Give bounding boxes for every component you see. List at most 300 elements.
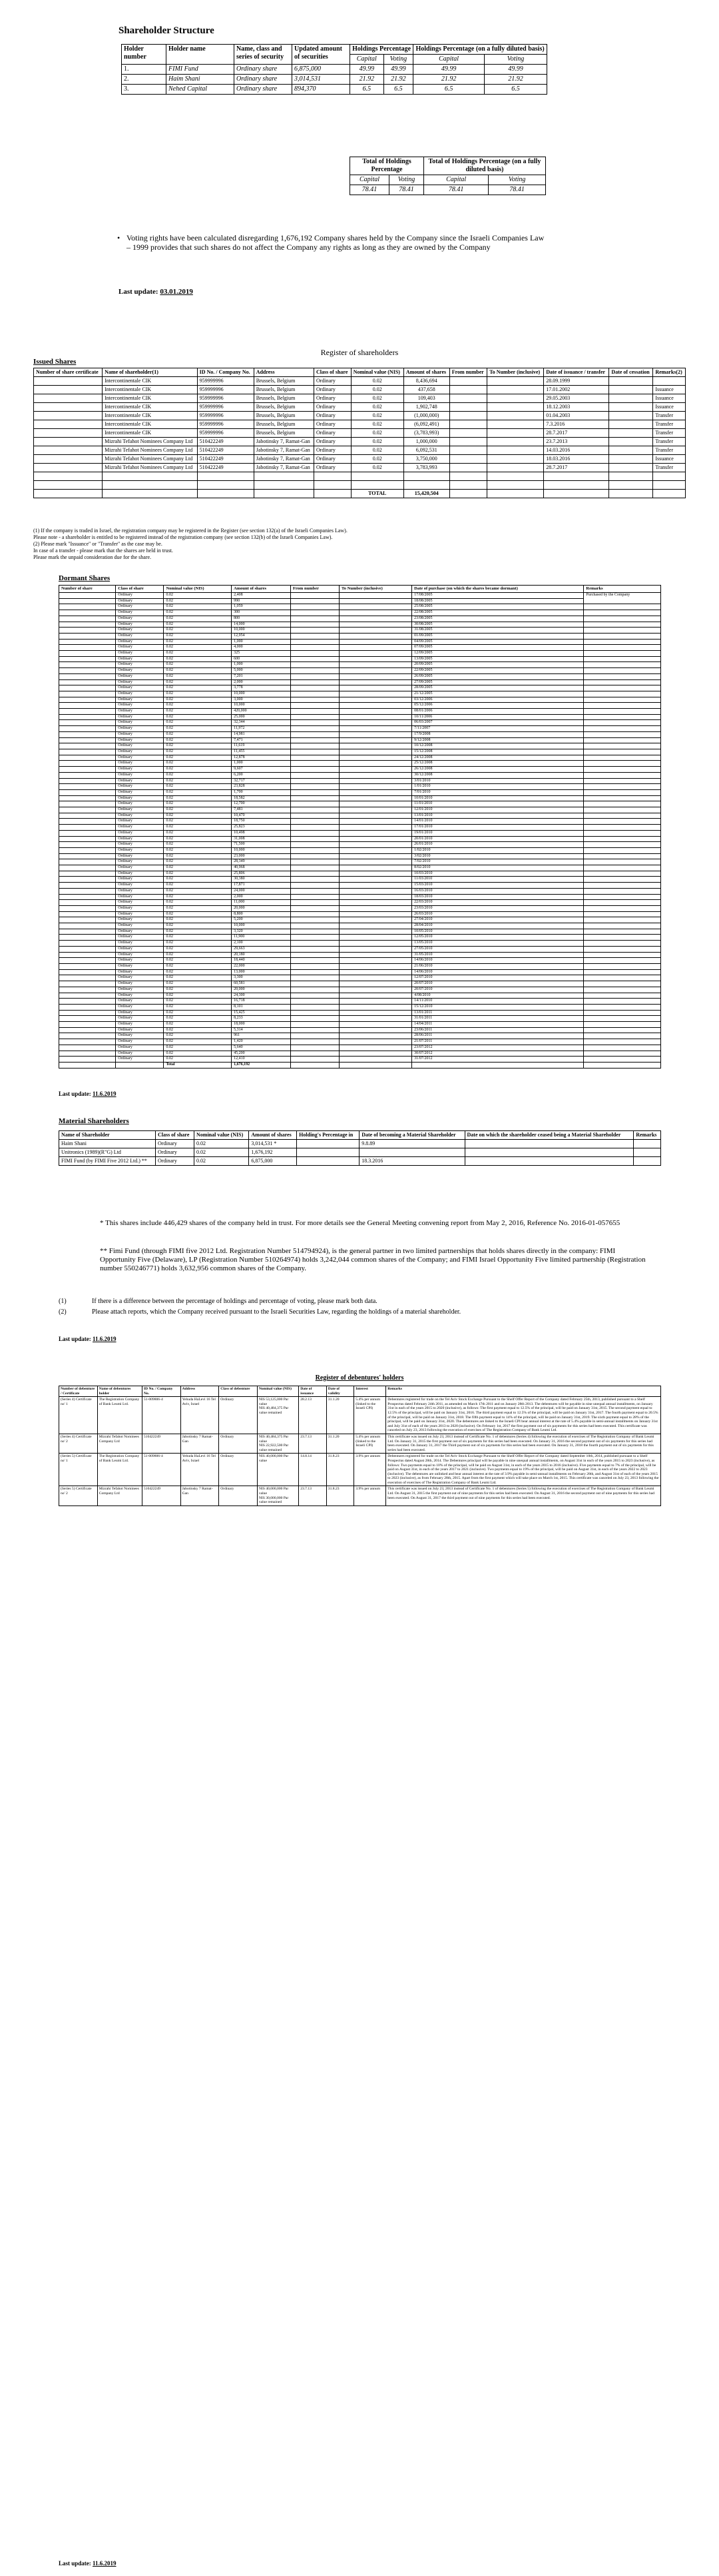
dormant-header: Nominal value (NIS) bbox=[164, 586, 232, 593]
purchase-date: 7/11/2007 bbox=[412, 726, 584, 732]
dormant-row bbox=[59, 975, 661, 981]
share-amount: 7,201 bbox=[232, 673, 291, 679]
share-amount: 20,000 bbox=[232, 987, 291, 993]
purchase-date: 20/09/2005 bbox=[412, 662, 584, 668]
share-number bbox=[59, 807, 116, 813]
remarks bbox=[584, 720, 661, 726]
material-header: Holding's Percentage in bbox=[297, 1131, 360, 1140]
footnote-mark: (1) bbox=[59, 1298, 67, 1305]
from-number bbox=[290, 865, 339, 871]
id-number: 510422249 bbox=[197, 464, 254, 472]
remarks bbox=[584, 836, 661, 842]
from-number bbox=[290, 871, 339, 877]
to-number bbox=[340, 691, 412, 697]
cessation-date bbox=[609, 455, 653, 464]
register-row bbox=[34, 412, 686, 420]
remarks bbox=[584, 923, 661, 929]
share-class: Ordinary bbox=[116, 929, 164, 935]
remarks bbox=[584, 726, 661, 732]
debenture-header: ID No. / Company No. bbox=[142, 1386, 180, 1397]
dormant-row bbox=[59, 645, 661, 651]
empty-cell bbox=[544, 481, 609, 490]
nominal-value: 0.02 bbox=[164, 1004, 232, 1010]
remarks: Transfer bbox=[653, 446, 686, 455]
dormant-row bbox=[59, 981, 661, 987]
purchase-date: 3/01/2010 bbox=[412, 778, 584, 784]
share-class: Ordinary bbox=[116, 807, 164, 813]
share-class: Ordinary bbox=[116, 801, 164, 807]
remarks bbox=[634, 1157, 661, 1166]
share-number bbox=[59, 662, 116, 668]
dormant-row bbox=[59, 622, 661, 628]
share-amount: 23,000 bbox=[232, 853, 291, 859]
share-class: Ordinary bbox=[116, 911, 164, 917]
address: Jabotinsky 7 Ramat-Gan bbox=[180, 1486, 219, 1505]
remarks bbox=[584, 935, 661, 941]
purchase-date: 10/03/2010 bbox=[412, 871, 584, 877]
empty-cell bbox=[314, 472, 351, 481]
nominal-value: 0.02 bbox=[164, 836, 232, 842]
remarks bbox=[584, 842, 661, 848]
purchase-date: 31/07/2012 bbox=[412, 1057, 584, 1063]
nominal-value: 0.02 bbox=[164, 859, 232, 865]
empty-cell bbox=[584, 1062, 661, 1068]
remarks bbox=[584, 929, 661, 935]
remarks: Transfer bbox=[653, 438, 686, 446]
total-diluted-capital: 78.41 bbox=[423, 185, 488, 195]
material-header: Remarks bbox=[634, 1131, 661, 1140]
share-amount: 5,000 bbox=[232, 668, 291, 674]
empty-cell bbox=[487, 490, 544, 498]
holder-number: 1. bbox=[122, 65, 166, 75]
dormant-row bbox=[59, 917, 661, 923]
purchase-date: 8/02/2010 bbox=[412, 865, 584, 871]
footnote-text: If there is a difference between the percentage of holdings and percentage of voting, please mark both data. bbox=[92, 1298, 377, 1305]
total-label: TOTAL bbox=[351, 490, 403, 498]
from-number bbox=[290, 859, 339, 865]
share-number bbox=[59, 622, 116, 628]
from-number bbox=[290, 1051, 339, 1057]
certificate-number bbox=[34, 464, 103, 472]
register-note: (2) Please mark "Issuance" or "Transfer" as the case may be. bbox=[33, 541, 162, 547]
from-number bbox=[290, 999, 339, 1005]
share-class: Ordinary bbox=[314, 420, 351, 429]
remarks bbox=[584, 691, 661, 697]
dormant-row bbox=[59, 836, 661, 842]
remarks bbox=[584, 865, 661, 871]
empty-cell bbox=[34, 472, 103, 481]
register-note: Please mark the unpaid consideration due for the share. bbox=[33, 554, 152, 560]
to-number bbox=[340, 749, 412, 755]
to-number bbox=[340, 639, 412, 645]
validity-date: 31.1.20 bbox=[326, 1434, 354, 1453]
to-number bbox=[340, 1004, 412, 1010]
share-class: Ordinary bbox=[116, 1010, 164, 1016]
share-class: Ordinary bbox=[116, 877, 164, 883]
interest: 5.4% per annum (linked to the Israeli CPI) bbox=[354, 1434, 386, 1453]
nominal-value: 0.02 bbox=[164, 999, 232, 1005]
register-row bbox=[34, 446, 686, 455]
purchase-date: 26/09/2005 bbox=[412, 673, 584, 679]
from-number bbox=[290, 772, 339, 778]
share-amount: 1,000 bbox=[232, 639, 291, 645]
structure-title: Shareholder Structure bbox=[119, 25, 214, 36]
shareholder-name: Intercontinentale CIK bbox=[103, 420, 198, 429]
debenture-class: Ordinary bbox=[219, 1454, 258, 1486]
address: Brussels, Belgium bbox=[254, 412, 314, 420]
address: Yehuda HaLevi 16 Tel Aviv, Israel bbox=[180, 1397, 219, 1434]
to-number bbox=[340, 772, 412, 778]
material-row bbox=[59, 1140, 661, 1148]
to-number bbox=[340, 883, 412, 889]
dormant-row bbox=[59, 929, 661, 935]
certificate-number bbox=[34, 412, 103, 420]
to-number bbox=[340, 877, 412, 883]
to-number bbox=[340, 825, 412, 831]
last-update-label: Last update: bbox=[59, 1090, 91, 1097]
to-number bbox=[487, 438, 544, 446]
share-class: Ordinary bbox=[116, 720, 164, 726]
share-class: Ordinary bbox=[116, 610, 164, 616]
share-class: Ordinary bbox=[116, 847, 164, 853]
share-class: Ordinary bbox=[314, 455, 351, 464]
share-amount: 11,455 bbox=[232, 749, 291, 755]
dormant-row bbox=[59, 1016, 661, 1022]
share-amount: 9,607 bbox=[232, 767, 291, 773]
from-number bbox=[290, 651, 339, 657]
from-number bbox=[290, 1016, 339, 1022]
share-class: Ordinary bbox=[116, 633, 164, 639]
debenture-header: Date of validity bbox=[326, 1386, 354, 1397]
to-number bbox=[340, 888, 412, 894]
material-row bbox=[59, 1157, 661, 1166]
material-star-note-2 bbox=[100, 1247, 652, 1273]
debenture-header: Interest bbox=[354, 1386, 386, 1397]
share-amount: 109,403 bbox=[403, 394, 449, 403]
share-number bbox=[59, 639, 116, 645]
to-number bbox=[340, 999, 412, 1005]
share-number bbox=[59, 679, 116, 685]
share-class: Ordinary bbox=[116, 819, 164, 825]
share-amount: 3,783,993 bbox=[403, 464, 449, 472]
remarks bbox=[584, 888, 661, 894]
share-number bbox=[59, 923, 116, 929]
share-number bbox=[59, 847, 116, 853]
cessation-date bbox=[609, 429, 653, 438]
id-number: 959999996 bbox=[197, 420, 254, 429]
to-number bbox=[340, 761, 412, 767]
share-number bbox=[59, 1016, 116, 1022]
share-class: Ordinary bbox=[116, 993, 164, 999]
to-number bbox=[340, 993, 412, 999]
to-number bbox=[340, 1051, 412, 1057]
dormant-header: Remarks bbox=[584, 586, 661, 593]
from-number bbox=[290, 825, 339, 831]
nominal-value: 0.02 bbox=[164, 673, 232, 679]
share-amount: 5,200 bbox=[232, 917, 291, 923]
nominal-value: 0.02 bbox=[351, 377, 403, 386]
purchase-date: 12/09/2005 bbox=[412, 651, 584, 657]
id-number: 51-009806-4 bbox=[142, 1397, 180, 1434]
dormant-row bbox=[59, 673, 661, 679]
certificate-number bbox=[34, 455, 103, 464]
total-value: 15,420,504 bbox=[403, 490, 449, 498]
share-class: Ordinary bbox=[116, 958, 164, 964]
sub-header: Voting bbox=[389, 175, 424, 185]
register-header: Name of shareholder(1) bbox=[103, 368, 198, 377]
share-number bbox=[59, 883, 116, 889]
dormant-row bbox=[59, 941, 661, 947]
from-number bbox=[290, 883, 339, 889]
from-number bbox=[290, 610, 339, 616]
to-number bbox=[340, 830, 412, 836]
holding-percentage bbox=[297, 1157, 360, 1166]
dormant-row bbox=[59, 905, 661, 911]
dormant-row bbox=[59, 871, 661, 877]
empty-cell bbox=[653, 490, 686, 498]
from-number bbox=[290, 656, 339, 662]
share-class: Ordinary bbox=[116, 755, 164, 761]
share-class: Ordinary bbox=[116, 628, 164, 634]
to-number bbox=[340, 767, 412, 773]
to-number bbox=[340, 720, 412, 726]
capital-pct: 49.99 bbox=[350, 65, 384, 75]
nominal-value: 0.02 bbox=[164, 911, 232, 917]
remarks bbox=[584, 679, 661, 685]
remarks bbox=[584, 604, 661, 610]
shareholder-name: Intercontinentale CIK bbox=[103, 429, 198, 438]
to-number bbox=[340, 651, 412, 657]
purchase-date: 31/05/2010 bbox=[412, 952, 584, 958]
to-number bbox=[340, 865, 412, 871]
purchase-date: 11/01/2010 bbox=[412, 801, 584, 807]
share-class: Ordinary bbox=[116, 894, 164, 900]
dormant-shares-title: Dormant Shares bbox=[59, 574, 111, 582]
remarks bbox=[653, 377, 686, 386]
to-number bbox=[340, 709, 412, 715]
share-amount: 40,968 bbox=[232, 865, 291, 871]
material-header: Class of share bbox=[155, 1131, 194, 1140]
from-number bbox=[290, 645, 339, 651]
to-number bbox=[340, 656, 412, 662]
share-number bbox=[59, 645, 116, 651]
purchase-date: 22/08/2005 bbox=[412, 610, 584, 616]
voting-pct: 49.99 bbox=[383, 65, 413, 75]
share-amount: 25,806 bbox=[232, 871, 291, 877]
purchase-date: 24/12/2008 bbox=[412, 755, 584, 761]
purchase-date: 3/02/2010 bbox=[412, 853, 584, 859]
remarks bbox=[584, 737, 661, 743]
to-number bbox=[487, 455, 544, 464]
from-number bbox=[290, 593, 339, 599]
remarks bbox=[584, 813, 661, 819]
empty-cell bbox=[103, 490, 198, 498]
structure-header: Name, class and series of security bbox=[234, 45, 292, 65]
remarks bbox=[584, 987, 661, 993]
share-amount: 29,663 bbox=[232, 946, 291, 952]
shareholder-name: Intercontinentale CIK bbox=[103, 386, 198, 394]
nominal-value: 0.02 bbox=[164, 807, 232, 813]
register-empty-row bbox=[34, 481, 686, 490]
share-amount: 1,902,748 bbox=[403, 403, 449, 412]
to-number bbox=[340, 917, 412, 923]
security-amount: 6,875,000 bbox=[292, 65, 350, 75]
purchase-date: 15/12/2010 bbox=[412, 1004, 584, 1010]
share-number bbox=[59, 778, 116, 784]
to-number bbox=[340, 662, 412, 668]
validity-date: 31.8.23 bbox=[326, 1486, 354, 1505]
share-number bbox=[59, 830, 116, 836]
from-number bbox=[290, 958, 339, 964]
share-amount: 25,000 bbox=[232, 714, 291, 720]
to-number bbox=[340, 697, 412, 703]
dormant-row bbox=[59, 709, 661, 715]
holder-name: FIMI Fund bbox=[166, 65, 234, 75]
dormant-row bbox=[59, 720, 661, 726]
dormant-header: From number bbox=[290, 586, 339, 593]
share-class: Ordinary bbox=[116, 853, 164, 859]
nominal-value: 0.02 bbox=[164, 749, 232, 755]
share-class: Ordinary bbox=[116, 767, 164, 773]
share-amount: 20,000 bbox=[232, 905, 291, 911]
dormant-row bbox=[59, 767, 661, 773]
shareholder-name: Mizrahi Tefahot Nominees Company Ltd bbox=[103, 464, 198, 472]
issuance-date: 14.8.14 bbox=[299, 1454, 327, 1486]
share-amount: 10,470 bbox=[232, 813, 291, 819]
issuance-date: 28.7.2017 bbox=[544, 429, 609, 438]
remarks: This certificate was issued on July 23, 2013 instead of Certificate No. 1 of debentures (Series 5) following the execution of exercises of The Registration Company of Bank Leumi Ltd. On August 31, 2015 the first payment out of nine payments for this series had been executed. On August 31, 2016 the second payment out of nine payments for this series had been executed. On August 31, 2017 the third payment out of nine payments for this series had been executed. bbox=[386, 1486, 661, 1505]
debenture-header: Remarks bbox=[386, 1386, 661, 1397]
dormant-row bbox=[59, 639, 661, 645]
share-number bbox=[59, 795, 116, 801]
structure-row bbox=[122, 65, 547, 75]
share-number bbox=[59, 772, 116, 778]
share-class: Ordinary bbox=[116, 1033, 164, 1039]
debenture-header: Number of debenture / Certificate bbox=[59, 1386, 98, 1397]
share-amount: 3,750,000 bbox=[403, 455, 449, 464]
to-number bbox=[340, 714, 412, 720]
from-number bbox=[290, 981, 339, 987]
share-amount: 71,500 bbox=[232, 842, 291, 848]
share-number bbox=[59, 697, 116, 703]
share-amount: 11,900 bbox=[232, 935, 291, 941]
share-amount: 23,828 bbox=[232, 784, 291, 790]
from-number bbox=[290, 1010, 339, 1016]
nominal-value: 0.02 bbox=[164, 900, 232, 906]
share-class: Ordinary bbox=[116, 917, 164, 923]
share-class: Ordinary bbox=[314, 386, 351, 394]
dormant-row bbox=[59, 911, 661, 917]
nominal-value: 0.02 bbox=[164, 720, 232, 726]
holding-percentage bbox=[297, 1148, 360, 1157]
share-class: Ordinary bbox=[116, 865, 164, 871]
share-amount: 11,972 bbox=[232, 726, 291, 732]
dormant-row bbox=[59, 819, 661, 825]
share-amount: 3,300 bbox=[232, 975, 291, 981]
address: Brussels, Belgium bbox=[254, 386, 314, 394]
empty-cell bbox=[449, 490, 487, 498]
purchase-date: 26/01/2010 bbox=[412, 842, 584, 848]
share-class: Ordinary bbox=[116, 772, 164, 778]
share-number bbox=[59, 1022, 116, 1028]
share-amount: 8,436,694 bbox=[403, 377, 449, 386]
to-number bbox=[487, 446, 544, 455]
share-class: Ordinary bbox=[116, 778, 164, 784]
empty-cell bbox=[254, 481, 314, 490]
to-number bbox=[340, 923, 412, 929]
purchase-date: 17/9/2008 bbox=[412, 731, 584, 737]
star-note-text: * This shares include 446,429 shares of the company held in trust. For more details see the General Meeting convening report from May 2, 2016, Reference No. 2016-01-057655 bbox=[100, 1219, 620, 1227]
share-class: Ordinary bbox=[116, 656, 164, 662]
share-number bbox=[59, 726, 116, 732]
certificate-number bbox=[34, 394, 103, 403]
empty-cell bbox=[609, 481, 653, 490]
purchase-date: 30/08/2005 bbox=[412, 622, 584, 628]
share-amount: 10,498 bbox=[232, 830, 291, 836]
diluted-voting-pct: 21.92 bbox=[485, 75, 547, 85]
purchase-date: 01/09/2005 bbox=[412, 633, 584, 639]
nominal-value: 0.02 bbox=[164, 952, 232, 958]
to-number bbox=[340, 969, 412, 975]
share-amount: 31,008 bbox=[232, 836, 291, 842]
register-empty-row bbox=[34, 472, 686, 481]
to-number bbox=[340, 807, 412, 813]
purchase-date: 31/01/2011 bbox=[412, 1016, 584, 1022]
nominal-value: NIS 40,000,000 Par value bbox=[257, 1454, 298, 1486]
from-number bbox=[290, 673, 339, 679]
share-class: Ordinary bbox=[116, 743, 164, 749]
purchase-date: 03/12/2006 bbox=[412, 697, 584, 703]
to-number bbox=[340, 847, 412, 853]
from-number bbox=[449, 446, 487, 455]
cessation-date bbox=[609, 420, 653, 429]
nominal-value: 0.02 bbox=[164, 894, 232, 900]
diluted-capital-pct: 49.99 bbox=[413, 65, 485, 75]
register-header: Date of issuance / transfer bbox=[544, 368, 609, 377]
share-class: Ordinary bbox=[155, 1148, 194, 1157]
to-number bbox=[340, 801, 412, 807]
share-amount: 5,640 bbox=[232, 1045, 291, 1051]
purchase-date: 14/11/2010 bbox=[412, 999, 584, 1005]
share-amount: 8,233 bbox=[232, 1016, 291, 1022]
issuance-date: 7.3.2016 bbox=[544, 420, 609, 429]
nominal-value: 0.02 bbox=[164, 958, 232, 964]
nominal-value: 0.02 bbox=[164, 819, 232, 825]
from-number bbox=[290, 946, 339, 952]
remarks bbox=[584, 1016, 661, 1022]
from-number bbox=[290, 743, 339, 749]
nominal-value: 0.02 bbox=[164, 598, 232, 604]
share-amount: 11,619 bbox=[232, 743, 291, 749]
to-number bbox=[340, 894, 412, 900]
to-number bbox=[340, 911, 412, 917]
share-class: Ordinary bbox=[314, 412, 351, 420]
remarks bbox=[584, 697, 661, 703]
certificate-number bbox=[34, 420, 103, 429]
share-number bbox=[59, 1057, 116, 1063]
from-number bbox=[290, 697, 339, 703]
dormant-row bbox=[59, 883, 661, 889]
purchase-date: 18/08/2005 bbox=[412, 598, 584, 604]
to-number bbox=[340, 645, 412, 651]
cessation-date bbox=[609, 386, 653, 394]
register-header: Number of share certificate bbox=[34, 368, 103, 377]
purchase-date: 25/08/2005 bbox=[412, 604, 584, 610]
shareholder-name: Intercontinentale CIK bbox=[103, 377, 198, 386]
share-amount: 10,000 bbox=[232, 691, 291, 697]
remarks: Issuance bbox=[653, 455, 686, 464]
dormant-row bbox=[59, 697, 661, 703]
